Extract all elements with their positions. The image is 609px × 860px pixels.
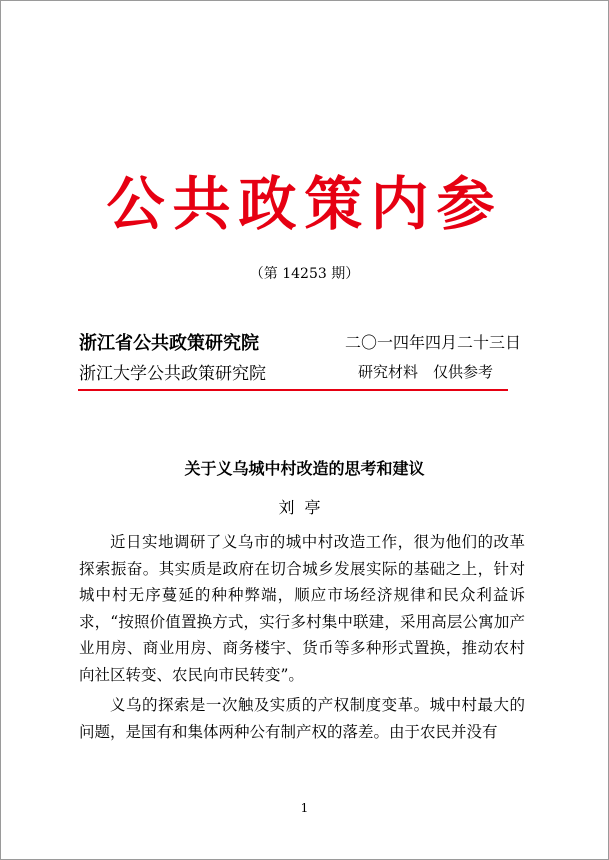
usage-note: 研究材料 仅供参考 [358, 363, 494, 381]
article-author: 刘亭 [278, 498, 331, 517]
publisher-secondary: 浙江大学公共政策研究院 [79, 364, 266, 384]
body-paragraph-1: 近日实地调研了义乌市的城中村改造工作，很为他们的改革探索振奋。其实质是政府在切合城乡发展实际的基础之上，针对城中村无序蔓延的种种弊端，顺应市场经济规律和民众利益诉求，“按照价值置换方式，实行多村集中联建，采用高层公寓加产业用房、商业用房、商务楼宇、货币等多种形式置换，推动农村向社区转变、农民向市民转变”。 [79, 533, 525, 684]
publish-date: 二〇一四年四月二十三日 [345, 333, 522, 352]
publisher-primary: 浙江省公共政策研究院 [79, 333, 259, 354]
issue-number: （第 14253 期） [249, 266, 360, 282]
article-body [79, 529, 525, 749]
page-number: 1 [300, 801, 309, 815]
article-title: 关于义乌城中村改造的思考和建议 [184, 459, 425, 478]
masthead-title: 公共政策内参 [106, 170, 503, 238]
body-paragraph-2: 义乌的探索是一次触及实质的产权制度变革。城中村最大的问题，是国有和集体两种公有制产权的落差。由于农民并没有 [79, 696, 525, 741]
header-divider [78, 389, 508, 391]
